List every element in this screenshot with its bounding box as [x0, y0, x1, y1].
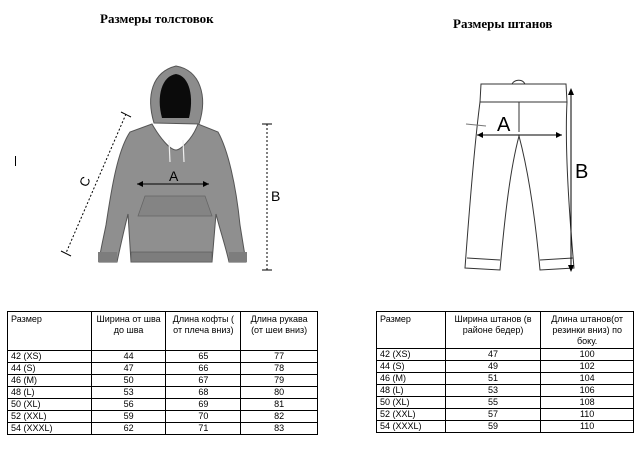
value-cell: 67	[166, 375, 241, 387]
column-header: Ширина от шва до шва	[91, 312, 166, 351]
table-row	[8, 387, 318, 399]
value-cell: 102	[541, 361, 634, 373]
table-row	[377, 409, 634, 421]
column-header: Размер	[8, 312, 92, 351]
size-cell: 48 (L)	[377, 385, 446, 397]
value-cell: 55	[445, 397, 541, 409]
size-cell: 52 (XXL)	[377, 409, 446, 421]
table-header-row	[8, 312, 318, 351]
hoodie-label-c: C	[75, 174, 94, 189]
size-cell: 48 (L)	[8, 387, 92, 399]
table-row	[377, 397, 634, 409]
table-row	[377, 385, 634, 397]
value-cell: 53	[445, 385, 541, 397]
value-cell: 110	[541, 421, 634, 433]
size-cell: 46 (M)	[377, 373, 446, 385]
pants-outline	[465, 80, 574, 270]
value-cell: 100	[541, 349, 634, 361]
value-cell: 53	[91, 387, 166, 399]
value-cell: 79	[241, 375, 318, 387]
table-row	[8, 399, 318, 411]
column-header: Длина кофты ( от плеча вниз)	[166, 312, 241, 351]
pants-label-a: A	[497, 114, 511, 136]
value-cell: 62	[91, 423, 166, 435]
hoodie-size-table	[7, 311, 318, 435]
value-cell: 77	[241, 351, 318, 363]
table-row	[377, 361, 634, 373]
value-cell: 65	[166, 351, 241, 363]
value-cell: 83	[241, 423, 318, 435]
value-cell: 108	[541, 397, 634, 409]
value-cell: 80	[241, 387, 318, 399]
size-cell: 42 (XS)	[8, 351, 92, 363]
table-row	[377, 373, 634, 385]
size-cell: 44 (S)	[8, 363, 92, 375]
size-cell: 44 (S)	[377, 361, 446, 373]
value-cell: 59	[445, 421, 541, 433]
value-cell: 47	[91, 363, 166, 375]
value-cell: 51	[445, 373, 541, 385]
hoodie-size-title: Размеры толстовок	[100, 11, 214, 26]
pants-measure-b	[568, 88, 574, 272]
column-header: Ширина штанов (в районе бедер)	[445, 312, 541, 349]
value-cell: 81	[241, 399, 318, 411]
pants-size-title: Размеры штанов	[453, 16, 553, 31]
value-cell: 69	[166, 399, 241, 411]
value-cell: 82	[241, 411, 318, 423]
table-row	[8, 363, 318, 375]
size-cell: 42 (XS)	[377, 349, 446, 361]
column-header: Длина штанов(от резинки вниз) по боку.	[541, 312, 634, 349]
value-cell: 68	[166, 387, 241, 399]
table-row	[8, 375, 318, 387]
value-cell: 106	[541, 385, 634, 397]
hoodie-label-b: B	[271, 188, 281, 204]
table-row	[8, 423, 318, 435]
value-cell: 56	[91, 399, 166, 411]
table-row	[377, 349, 634, 361]
table-row	[377, 421, 634, 433]
table-row	[8, 351, 318, 363]
value-cell: 57	[445, 409, 541, 421]
size-cell: 50 (XL)	[8, 399, 92, 411]
column-header: Длина рукава (от шеи вниз)	[241, 312, 318, 351]
table-header-row	[377, 312, 634, 349]
value-cell: 66	[166, 363, 241, 375]
size-cell: 54 (XXXL)	[8, 423, 92, 435]
hoodie-label-a: A	[169, 168, 179, 184]
value-cell: 78	[241, 363, 318, 375]
pants-size-table	[376, 311, 634, 433]
value-cell: 59	[91, 411, 166, 423]
value-cell: 49	[445, 361, 541, 373]
size-cell: 46 (M)	[8, 375, 92, 387]
value-cell: 47	[445, 349, 541, 361]
pants-label-b: B	[575, 161, 589, 183]
value-cell: 71	[166, 423, 241, 435]
value-cell: 44	[91, 351, 166, 363]
column-header: Размер	[377, 312, 446, 349]
value-cell: 70	[166, 411, 241, 423]
size-cell: 50 (XL)	[377, 397, 446, 409]
size-cell: 54 (XXXL)	[377, 421, 446, 433]
value-cell: 104	[541, 373, 634, 385]
table-row	[8, 411, 318, 423]
size-cell: 52 (XXL)	[8, 411, 92, 423]
value-cell: 50	[91, 375, 166, 387]
value-cell: 110	[541, 409, 634, 421]
